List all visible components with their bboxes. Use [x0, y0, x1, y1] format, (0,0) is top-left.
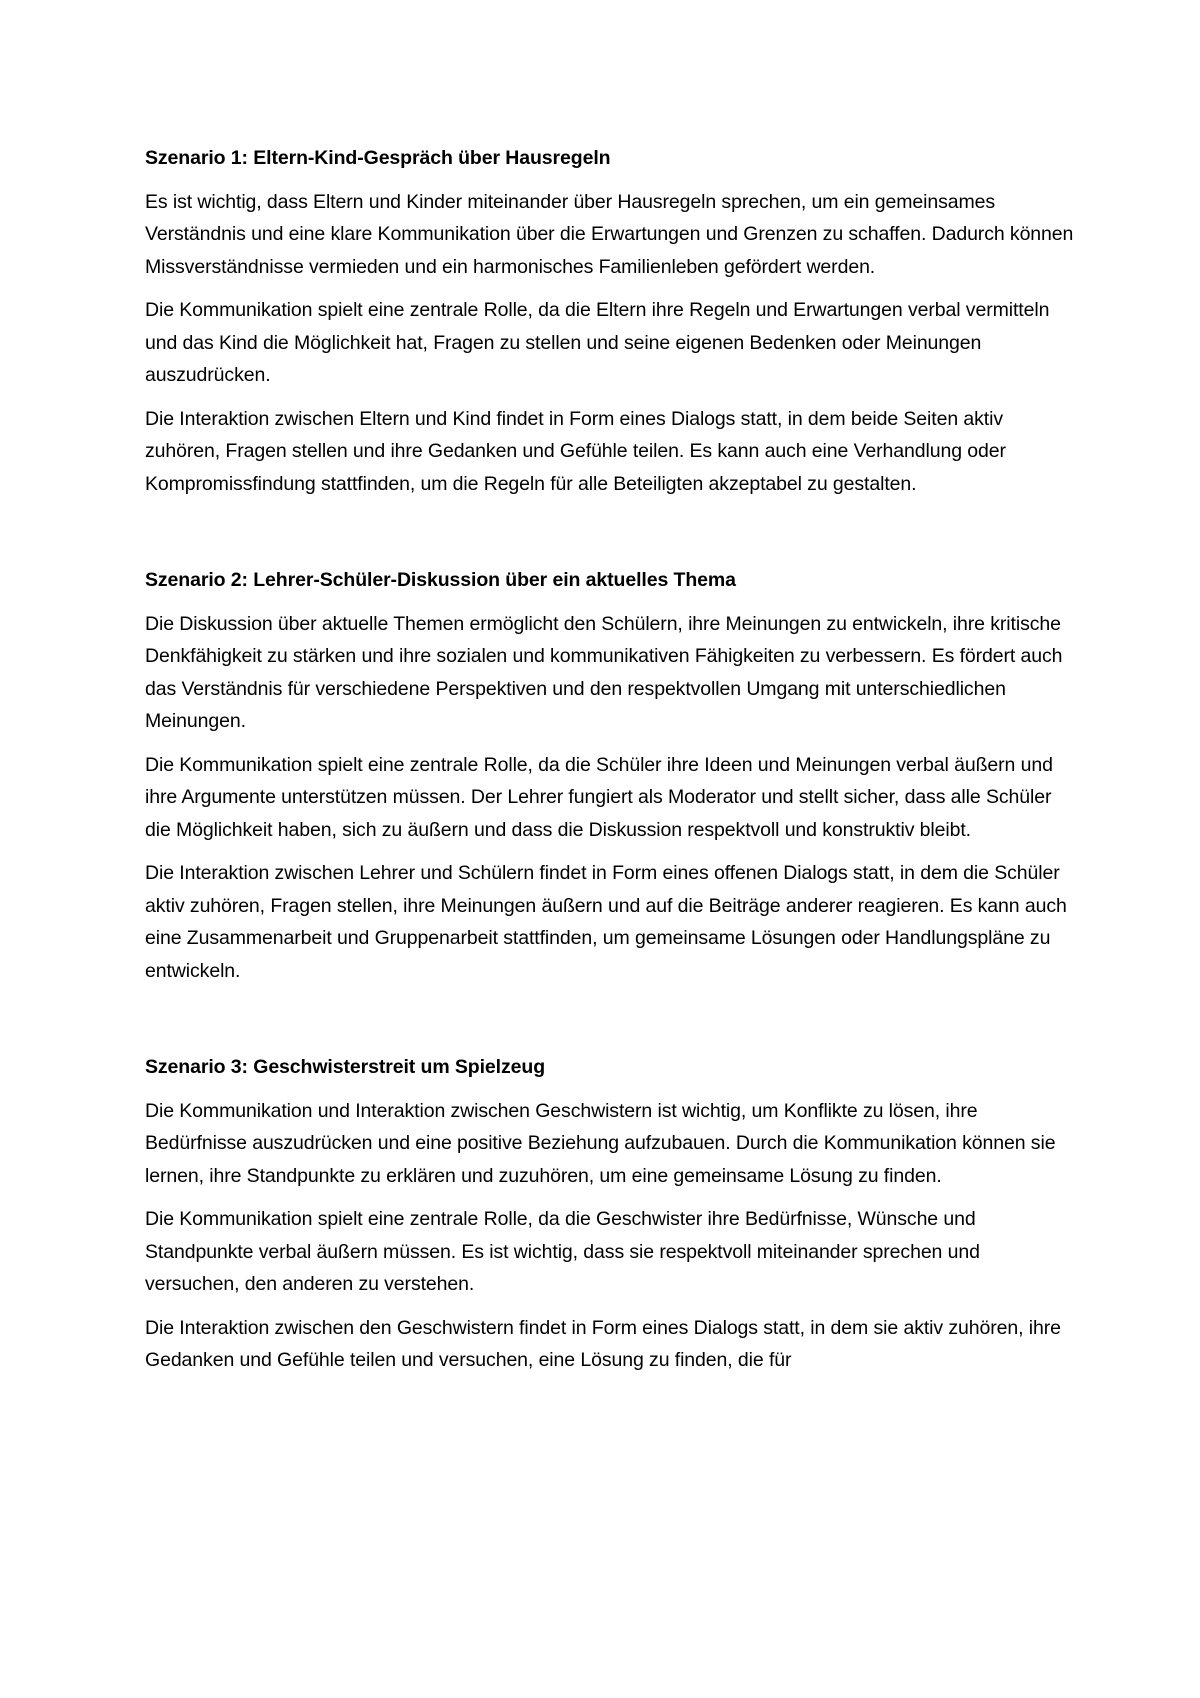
- document-page: [145, 142, 1075, 1388]
- scenario-3-paragraph-2: Die Kommunikation spielt eine zentrale Rolle, da die Geschwister ihre Bedürfnisse, Wünsche und Standpunkte verbal äußern müssen. Es ist wichtig, dass sie respektvoll miteinander sprechen und versuchen, den anderen zu verstehen.: [145, 1208, 980, 1295]
- scenario-3-section: [145, 1051, 1075, 1377]
- scenario-1-paragraph-3: Die Interaktion zwischen Eltern und Kind findet in Form eines Dialogs statt, in dem beide Seiten aktiv zuhören, Fragen stellen und ihre Gedanken und Gefühle teilen. Es kann auch eine Verhandlung oder Kompromissfindung stattfinden, um die Regeln für alle Beteiligten akzeptabel zu gestalten.: [145, 407, 1006, 495]
- scenario-1-heading: Szenario 1: Eltern-Kind-Gespräch über Hausregeln: [145, 147, 611, 169]
- scenario-2-paragraph-2: Die Kommunikation spielt eine zentrale Rolle, da die Schüler ihre Ideen und Meinungen verbal äußern und ihre Argumente unterstützen müssen. Der Lehrer fungiert als Moderator und stellt sicher, dass alle Schüler die Möglichkeit haben, sich zu äußern und dass die Diskussion respektvoll und konstruktiv bleibt.: [145, 753, 1053, 841]
- scenario-2-section: [145, 564, 1075, 987]
- scenario-2-heading: Szenario 2: Lehrer-Schüler-Diskussion über ein aktuelles Thema: [145, 569, 736, 591]
- scenario-1-paragraph-1: Es ist wichtig, dass Eltern und Kinder miteinander über Hausregeln sprechen, um ein gemeinsames Verständnis und eine klare Kommunikation über die Erwartungen und Grenzen zu schaffen. Dadurch können Missverständnisse vermieden und ein harmonisches Familienleben gefördert werden.: [145, 190, 1074, 278]
- scenario-3-paragraph-1: Die Kommunikation und Interaktion zwischen Geschwistern ist wichtig, um Konflikte zu lösen, ihre Bedürfnisse auszudrücken und eine positive Beziehung aufzubauen. Durch die Kommunikation können sie lernen, ihre Standpunkte zu erklären und zuzuhören, um eine gemeinsame Lösung zu finden.: [145, 1099, 1056, 1187]
- scenario-1-paragraph-2: Die Kommunikation spielt eine zentrale Rolle, da die Eltern ihre Regeln und Erwartungen verbal vermitteln und das Kind die Möglichkeit hat, Fragen zu stellen und seine eigenen Bedenken oder Meinungen auszudrücken.: [145, 299, 1050, 386]
- scenario-1-section: [145, 142, 1075, 500]
- scenario-3-heading: Szenario 3: Geschwisterstreit um Spielzeug: [145, 1056, 546, 1078]
- scenario-3-paragraph-3: Die Interaktion zwischen den Geschwistern findet in Form eines Dialogs statt, in dem sie aktiv zuhören, ihre Gedanken und Gefühle teilen und versuchen, eine Lösung zu finden, die für: [145, 1316, 1061, 1371]
- scenario-2-paragraph-1: Die Diskussion über aktuelle Themen ermöglicht den Schülern, ihre Meinungen zu entwickeln, ihre kritische Denkfähigkeit zu stärken und ihre sozialen und kommunikativen Fähigkeiten zu verbessern. Es fördert auch das Verständnis für verschiedene Perspektiven und den respektvollen Umgang mit unterschiedlichen Meinungen.: [145, 612, 1063, 732]
- scenario-2-paragraph-3: Die Interaktion zwischen Lehrer und Schülern findet in Form eines offenen Dialogs statt, in dem die Schüler aktiv zuhören, Fragen stellen, ihre Meinungen äußern und auf die Beiträge anderer reagieren. Es kann auch eine Zusammenarbeit und Gruppenarbeit stattfinden, um gemeinsame Lösungen oder Handlungspläne zu entwickeln.: [145, 862, 1067, 982]
